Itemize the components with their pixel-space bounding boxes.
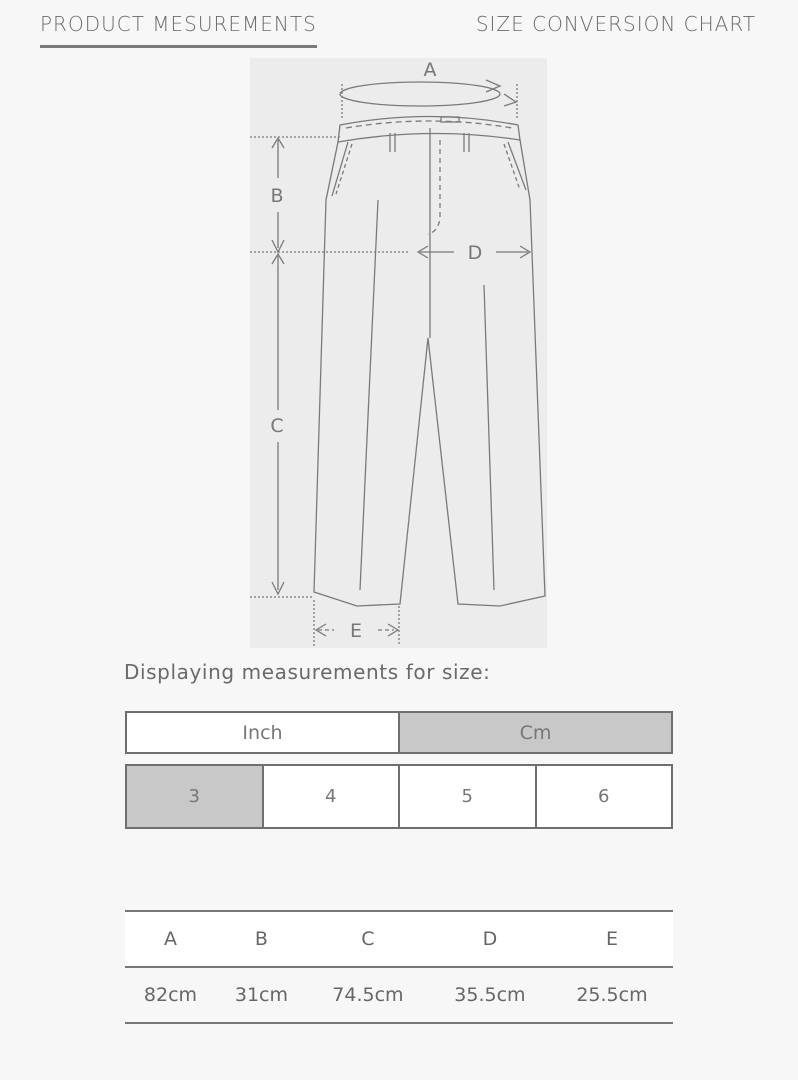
header-c: C: [307, 911, 429, 967]
header-b: B: [216, 911, 307, 967]
unit-toggle: [125, 711, 673, 754]
label-a: A: [423, 59, 437, 81]
label-b: B: [270, 185, 284, 207]
tab-product-measurements[interactable]: PRODUCT MESUREMENTS: [40, 12, 317, 48]
measurements-header-row: [125, 911, 673, 967]
size-caption: Displaying measurements for size:: [124, 660, 491, 684]
value-c: 74.5cm: [307, 967, 429, 1023]
waistband: [338, 117, 520, 143]
size-5-button[interactable]: 5: [398, 766, 535, 827]
value-d: 35.5cm: [429, 967, 551, 1023]
label-c: C: [270, 415, 284, 437]
unit-cm-button[interactable]: Cm: [398, 713, 671, 752]
size-selector: [125, 764, 673, 829]
unit-inch-button[interactable]: Inch: [127, 713, 398, 752]
size-6-button[interactable]: 6: [535, 766, 672, 827]
value-b: 31cm: [216, 967, 307, 1023]
label-d: D: [467, 242, 483, 264]
tab-size-conversion-chart[interactable]: SIZE CONVERSION CHART: [475, 12, 756, 36]
value-e: 25.5cm: [551, 967, 673, 1023]
value-a: 82cm: [125, 967, 216, 1023]
header-e: E: [551, 911, 673, 967]
label-e: E: [349, 620, 363, 642]
size-3-button[interactable]: 3: [127, 766, 262, 827]
header-a: A: [125, 911, 216, 967]
measurements-value-row: [125, 967, 673, 1023]
waist-circumference-arrow: [340, 82, 500, 106]
measurements-table: [125, 910, 673, 1024]
size-4-button[interactable]: 4: [262, 766, 399, 827]
header-d: D: [429, 911, 551, 967]
